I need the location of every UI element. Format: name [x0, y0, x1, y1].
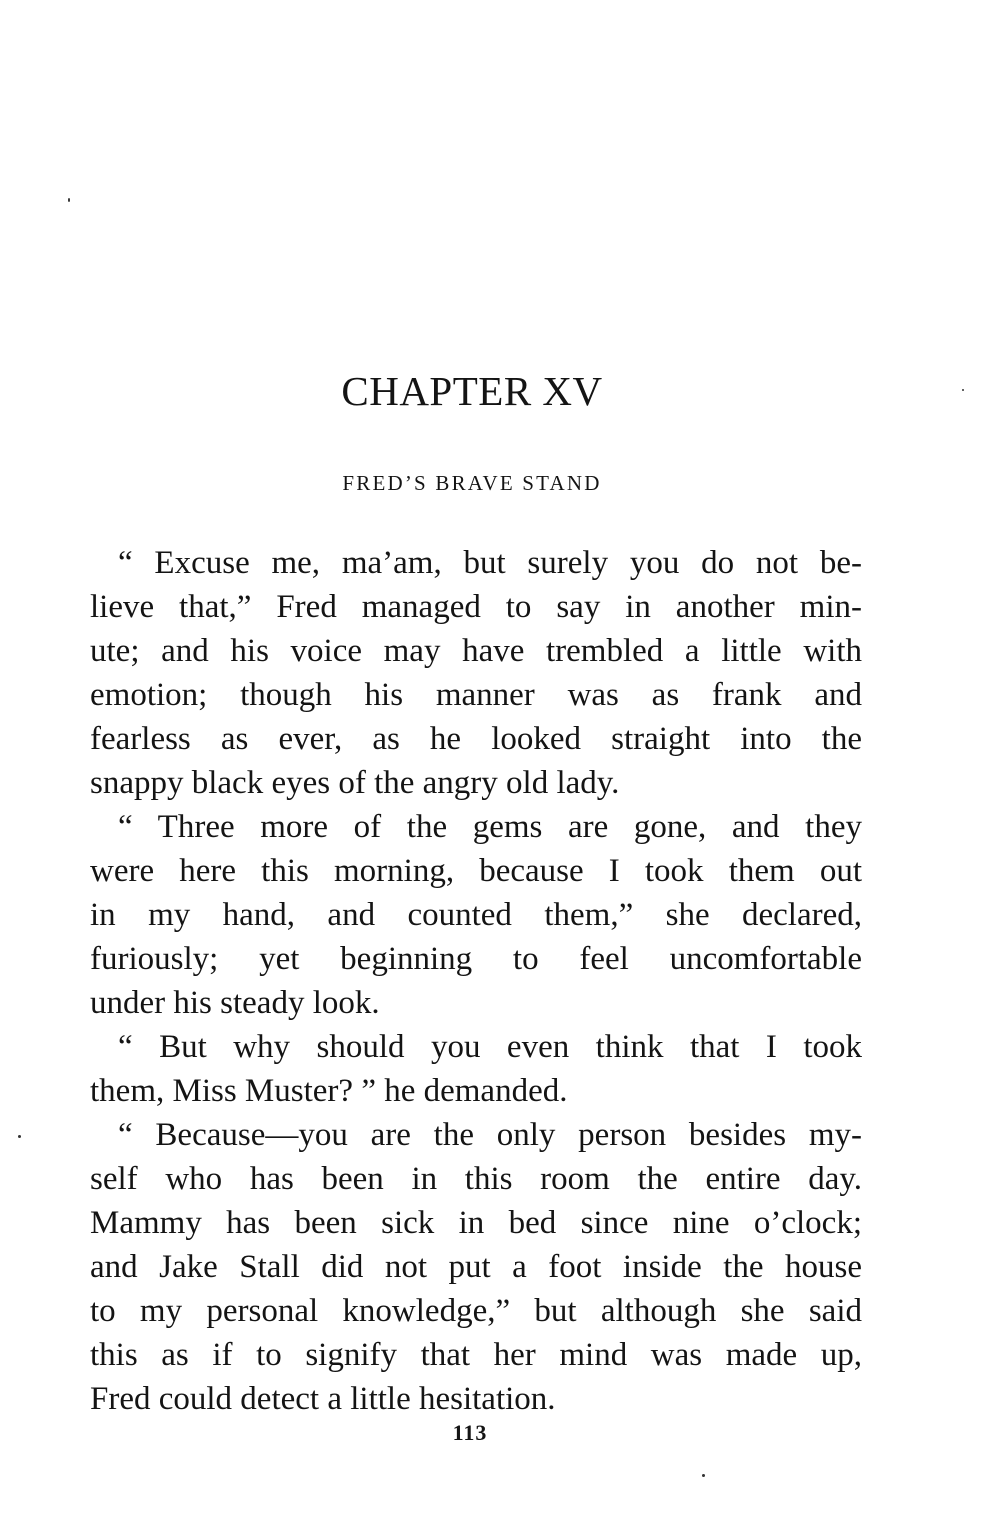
text-line: “ Excuse me, ma’am, but surely you do not be- [118, 545, 862, 581]
scan-speck [962, 389, 964, 391]
scan-speck [702, 1474, 705, 1477]
text-line: fearless as ever, as he looked straight into the [90, 721, 862, 757]
text-line: this as if to signify that her mind was made up, [90, 1337, 862, 1373]
chapter-title: FRED’S BRAVE STAND [342, 471, 602, 495]
text-line: “ Three more of the gems are gone, and they [118, 809, 862, 845]
chapter-heading: CHAPTER XV [341, 368, 603, 414]
text-line: them, Miss Muster? ” he demanded. [90, 1073, 568, 1109]
text-line: Fred could detect a little hesitation. [90, 1381, 556, 1417]
text-line: Mammy has been sick in bed since nine o’clock; [90, 1205, 862, 1241]
scan-speck [18, 1135, 21, 1138]
text-line: under his steady look. [90, 985, 380, 1021]
text-line: self who has been in this room the entire day. [90, 1161, 862, 1197]
text-line: were here this morning, because I took them out [90, 853, 862, 889]
page-number: 113 [452, 1420, 488, 1445]
text-line: emotion; though his manner was as frank and [90, 677, 862, 713]
text-line: “ But why should you even think that I took [118, 1029, 862, 1065]
text-line: and Jake Stall did not put a foot inside the house [90, 1249, 862, 1285]
text-line: in my hand, and counted them,” she declared, [90, 897, 862, 933]
text-line: “ Because—you are the only person besides my- [118, 1117, 862, 1153]
text-line: snappy black eyes of the angry old lady. [90, 765, 620, 801]
text-line: to my personal knowledge,” but although she said [90, 1293, 862, 1329]
text-line: lieve that,” Fred managed to say in another min- [90, 589, 862, 625]
text-line: furiously; yet beginning to feel uncomfortable [90, 941, 862, 977]
text-line: ute; and his voice may have trembled a little with [90, 633, 862, 669]
scan-speck [68, 198, 70, 202]
